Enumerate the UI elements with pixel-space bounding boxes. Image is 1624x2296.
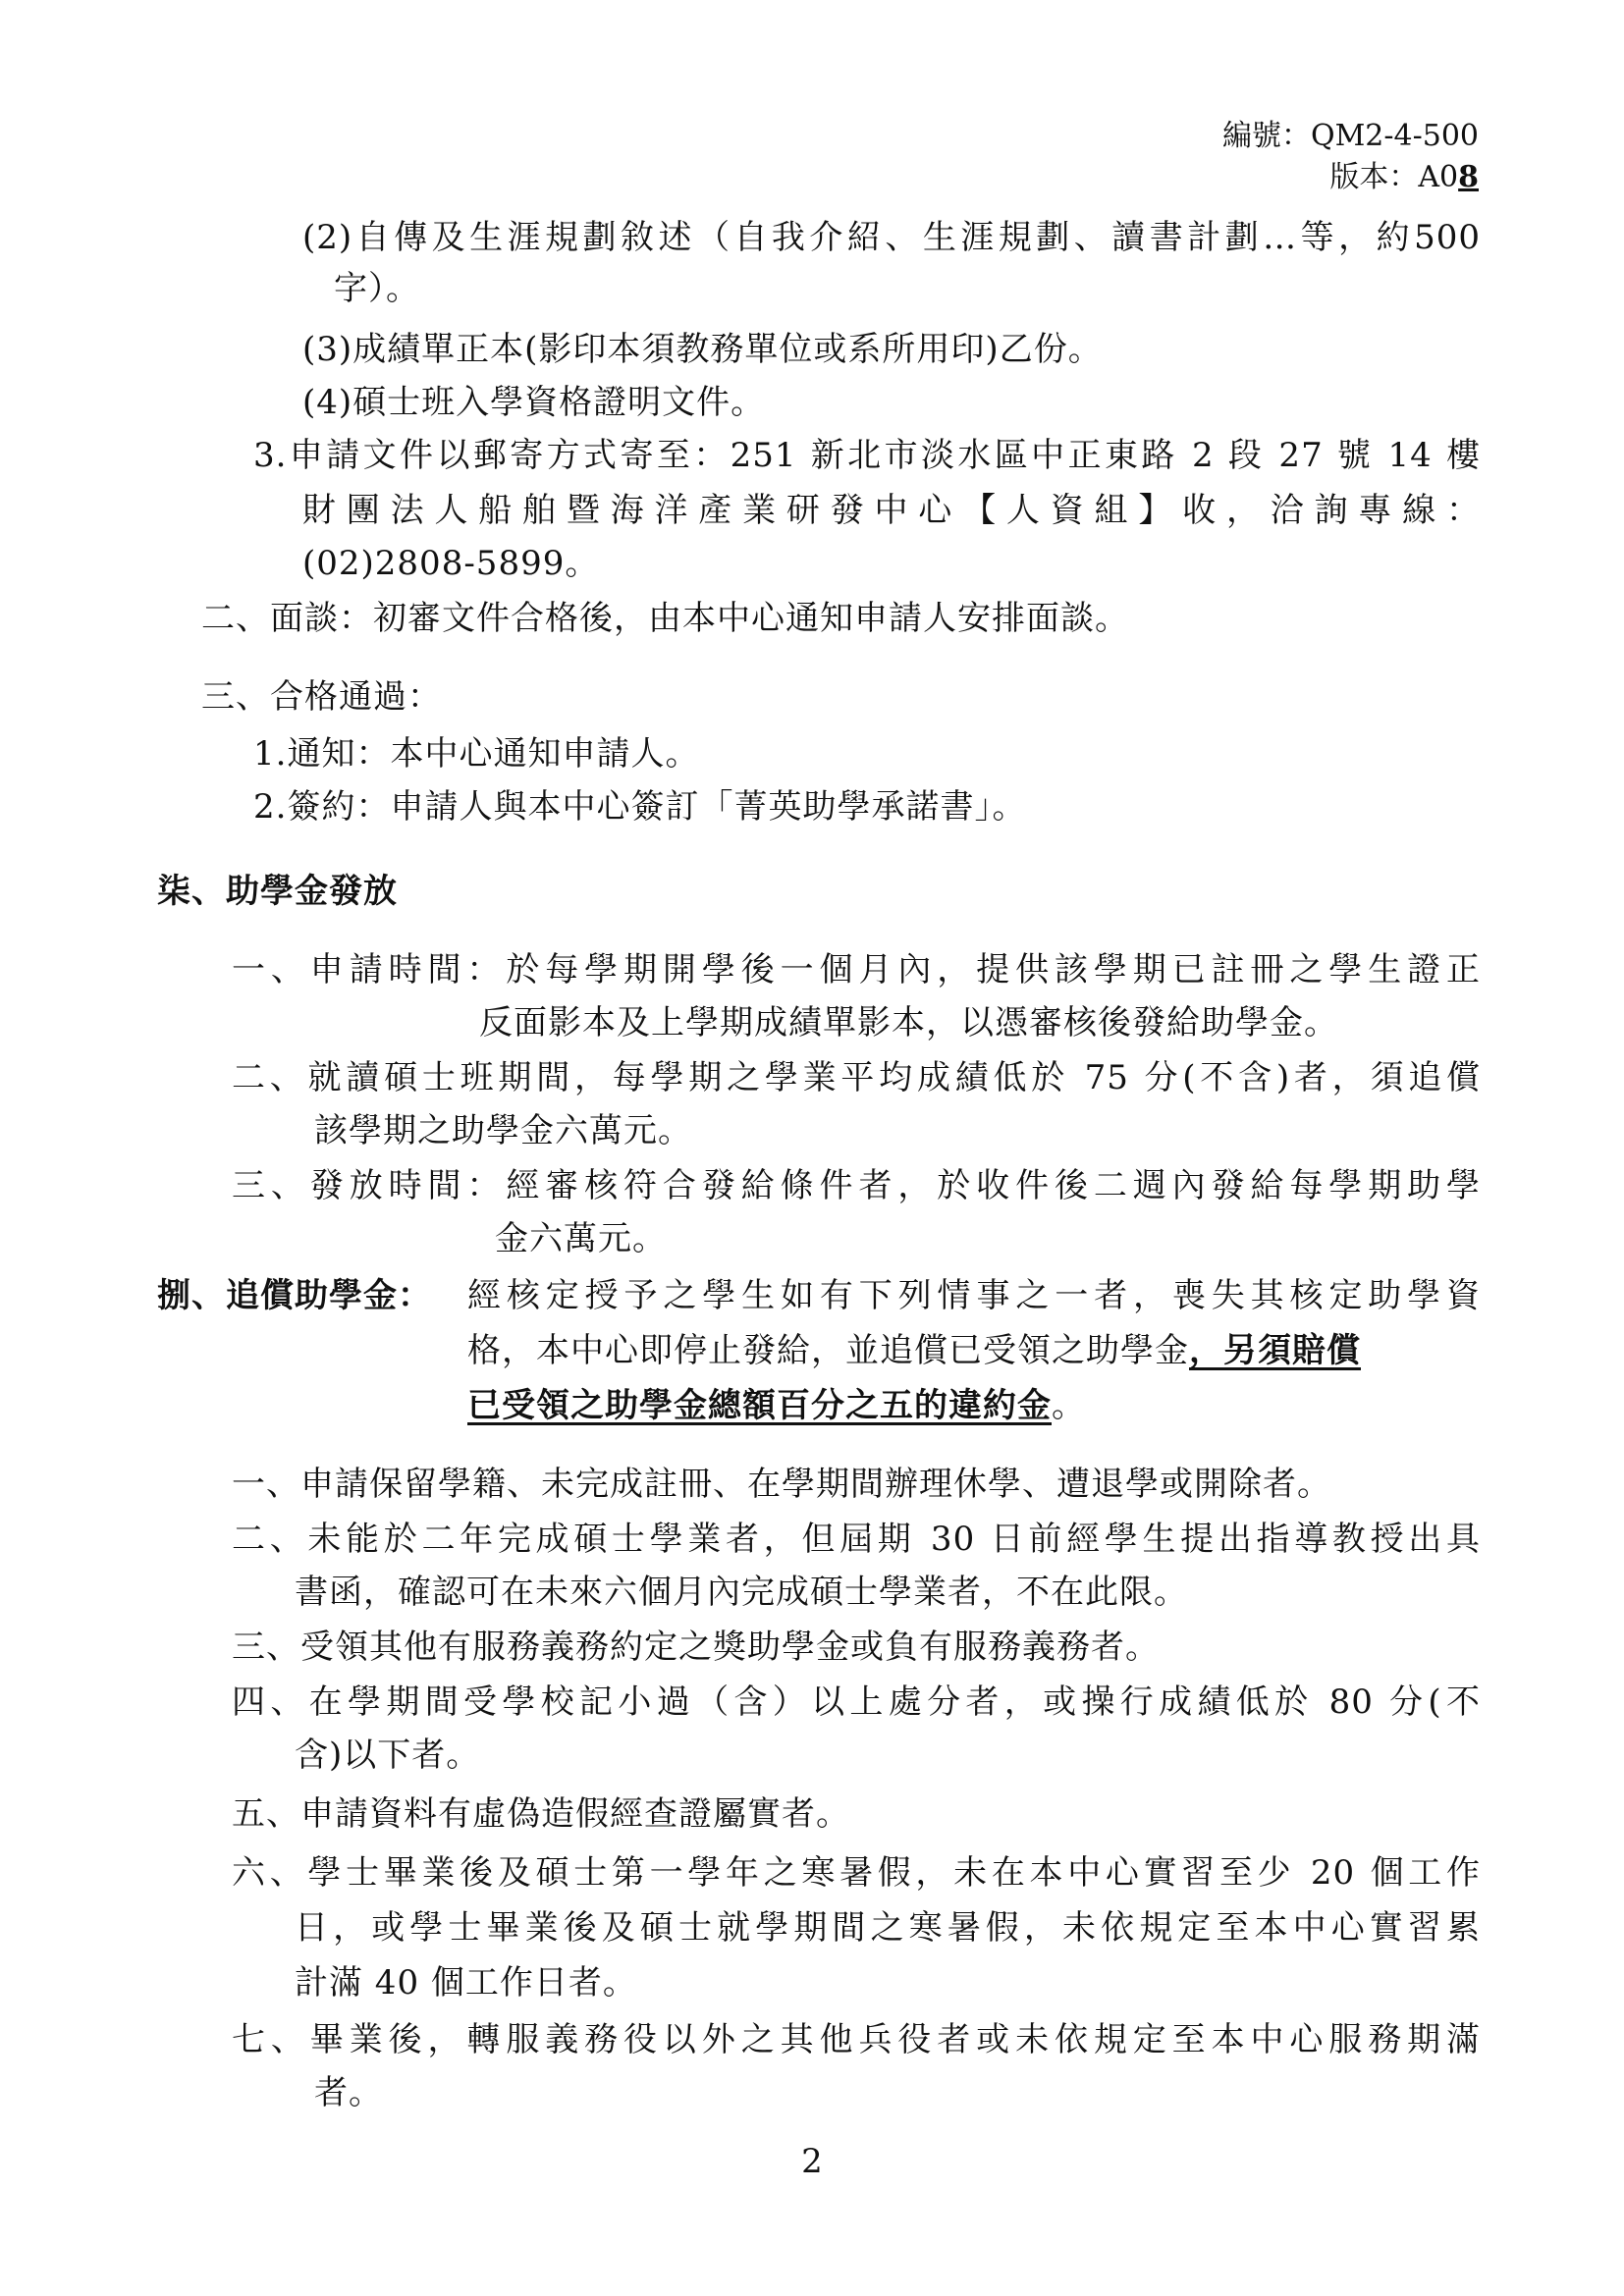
mailing-instruction: 3.申請文件以郵寄方式寄至：251 新北市淡水區中正東路 2 段 27 號 14 樓 [253, 436, 1481, 475]
item-transcript: (3)成績單正本(影印本須教務單位或系所用印)乙份。 [302, 330, 1103, 369]
pass-notification: 1.通知：本中心通知申請人。 [253, 734, 700, 774]
item-qualification: (4)碩士班入學資格證明文件。 [302, 383, 766, 422]
recovery-intro-text: 格，本中心即停止發給，並追償已受領之助學金 [467, 1331, 1189, 1370]
penalty-clause-start: ，另須賠償 [1189, 1331, 1361, 1370]
recovery-penalty-line [467, 1384, 1086, 1427]
interview-section: 二、面談：初審文件合格後，由本中心通知申請人安排面談。 [201, 599, 1129, 638]
recovery-item-6: 六、學士畢業後及碩士第一學年之寒暑假，未在本中心實習至少 20 個工作 [232, 1853, 1481, 1893]
disbursement-time-cont: 金六萬元。 [495, 1219, 667, 1258]
recovery-item-7: 七、畢業後，轉服義務役以外之其他兵役者或未依規定至本中心服務期滿 [232, 2020, 1481, 2059]
disbursement-grade-rule-cont: 該學期之助學金六萬元。 [314, 1111, 692, 1150]
section-heading-recovery: 捌、追償助學金： [157, 1276, 432, 1315]
recovery-item-4: 四、在學期間受學校記小過（含）以上處分者，或操行成績低於 80 分(不 [232, 1682, 1481, 1722]
section-heading-disbursement: 柒、助學金發放 [157, 872, 398, 911]
disbursement-grade-rule: 二、就讀碩士班期間，每學期之學業平均成績低於 75 分(不含)者，須追償 [232, 1058, 1481, 1097]
disbursement-application-time-cont: 反面影本及上學期成績單影本，以憑審核後發給助學金。 [479, 1003, 1338, 1042]
recovery-intro: 經核定授予之學生如有下列情事之一者，喪失其核定助學資 [467, 1276, 1481, 1315]
document-version [1329, 159, 1479, 196]
recovery-item-6-cont: 日，或學士畢業後及碩士就學期間之寒暑假，未依規定至本中心實習累 [295, 1908, 1481, 1948]
recovery-intro-cont [467, 1329, 1361, 1372]
item-autobiography: (2)自傳及生涯規劃敘述（自我介紹、生涯規劃、讀書計劃…等，約500 [302, 218, 1481, 257]
penalty-period: 。 [1052, 1386, 1086, 1425]
recovery-item-2-cont: 書函，確認可在未來六個月內完成碩士學業者，不在此限。 [295, 1573, 1188, 1612]
recovery-item-1: 一、申請保留學籍、未完成註冊、在學期間辦理休學、遭退學或開除者。 [232, 1465, 1331, 1504]
recovery-item-4-cont: 含)以下者。 [295, 1735, 481, 1775]
version-prefix: 版本：A0 [1329, 160, 1459, 194]
mailing-recipient: 財團法人船舶暨海洋產業研發中心【人資組】收，洽詢專線： [302, 491, 1481, 530]
recovery-item-2: 二、未能於二年完成碩士學業者，但屆期 30 日前經學生提出指導教授出具 [232, 1520, 1481, 1559]
recovery-item-7-cont: 者。 [314, 2073, 383, 2112]
disbursement-application-time: 一、申請時間：於每學期開學後一個月內，提供該學期已註冊之學生證正 [232, 950, 1481, 989]
disbursement-time: 三、發放時間：經審核符合發給條件者，於收件後二週內發給每學期助學 [232, 1166, 1481, 1205]
contact-phone: (02)2808-5899。 [302, 544, 600, 583]
pass-section-title: 三、合格通過： [201, 677, 442, 717]
document-code: 編號：QM2-4-500 [1221, 119, 1479, 153]
version-suffix: 8 [1458, 160, 1479, 194]
pass-contract: 2.簽約：申請人與本中心簽訂「菁英助學承諾書」。 [253, 787, 1027, 827]
recovery-item-5: 五、申請資料有虛偽造假經查證屬實者。 [232, 1794, 850, 1834]
recovery-item-3: 三、受領其他有服務義務約定之獎助學金或負有服務義務者。 [232, 1628, 1160, 1667]
page-number: 2 [801, 2142, 823, 2181]
penalty-clause-end: 已受領之助學金總額百分之五的違約金 [467, 1386, 1052, 1425]
recovery-item-6-cont-2: 計滿 40 個工作日者。 [295, 1963, 637, 2002]
item-autobiography-cont: 字）。 [334, 269, 420, 308]
